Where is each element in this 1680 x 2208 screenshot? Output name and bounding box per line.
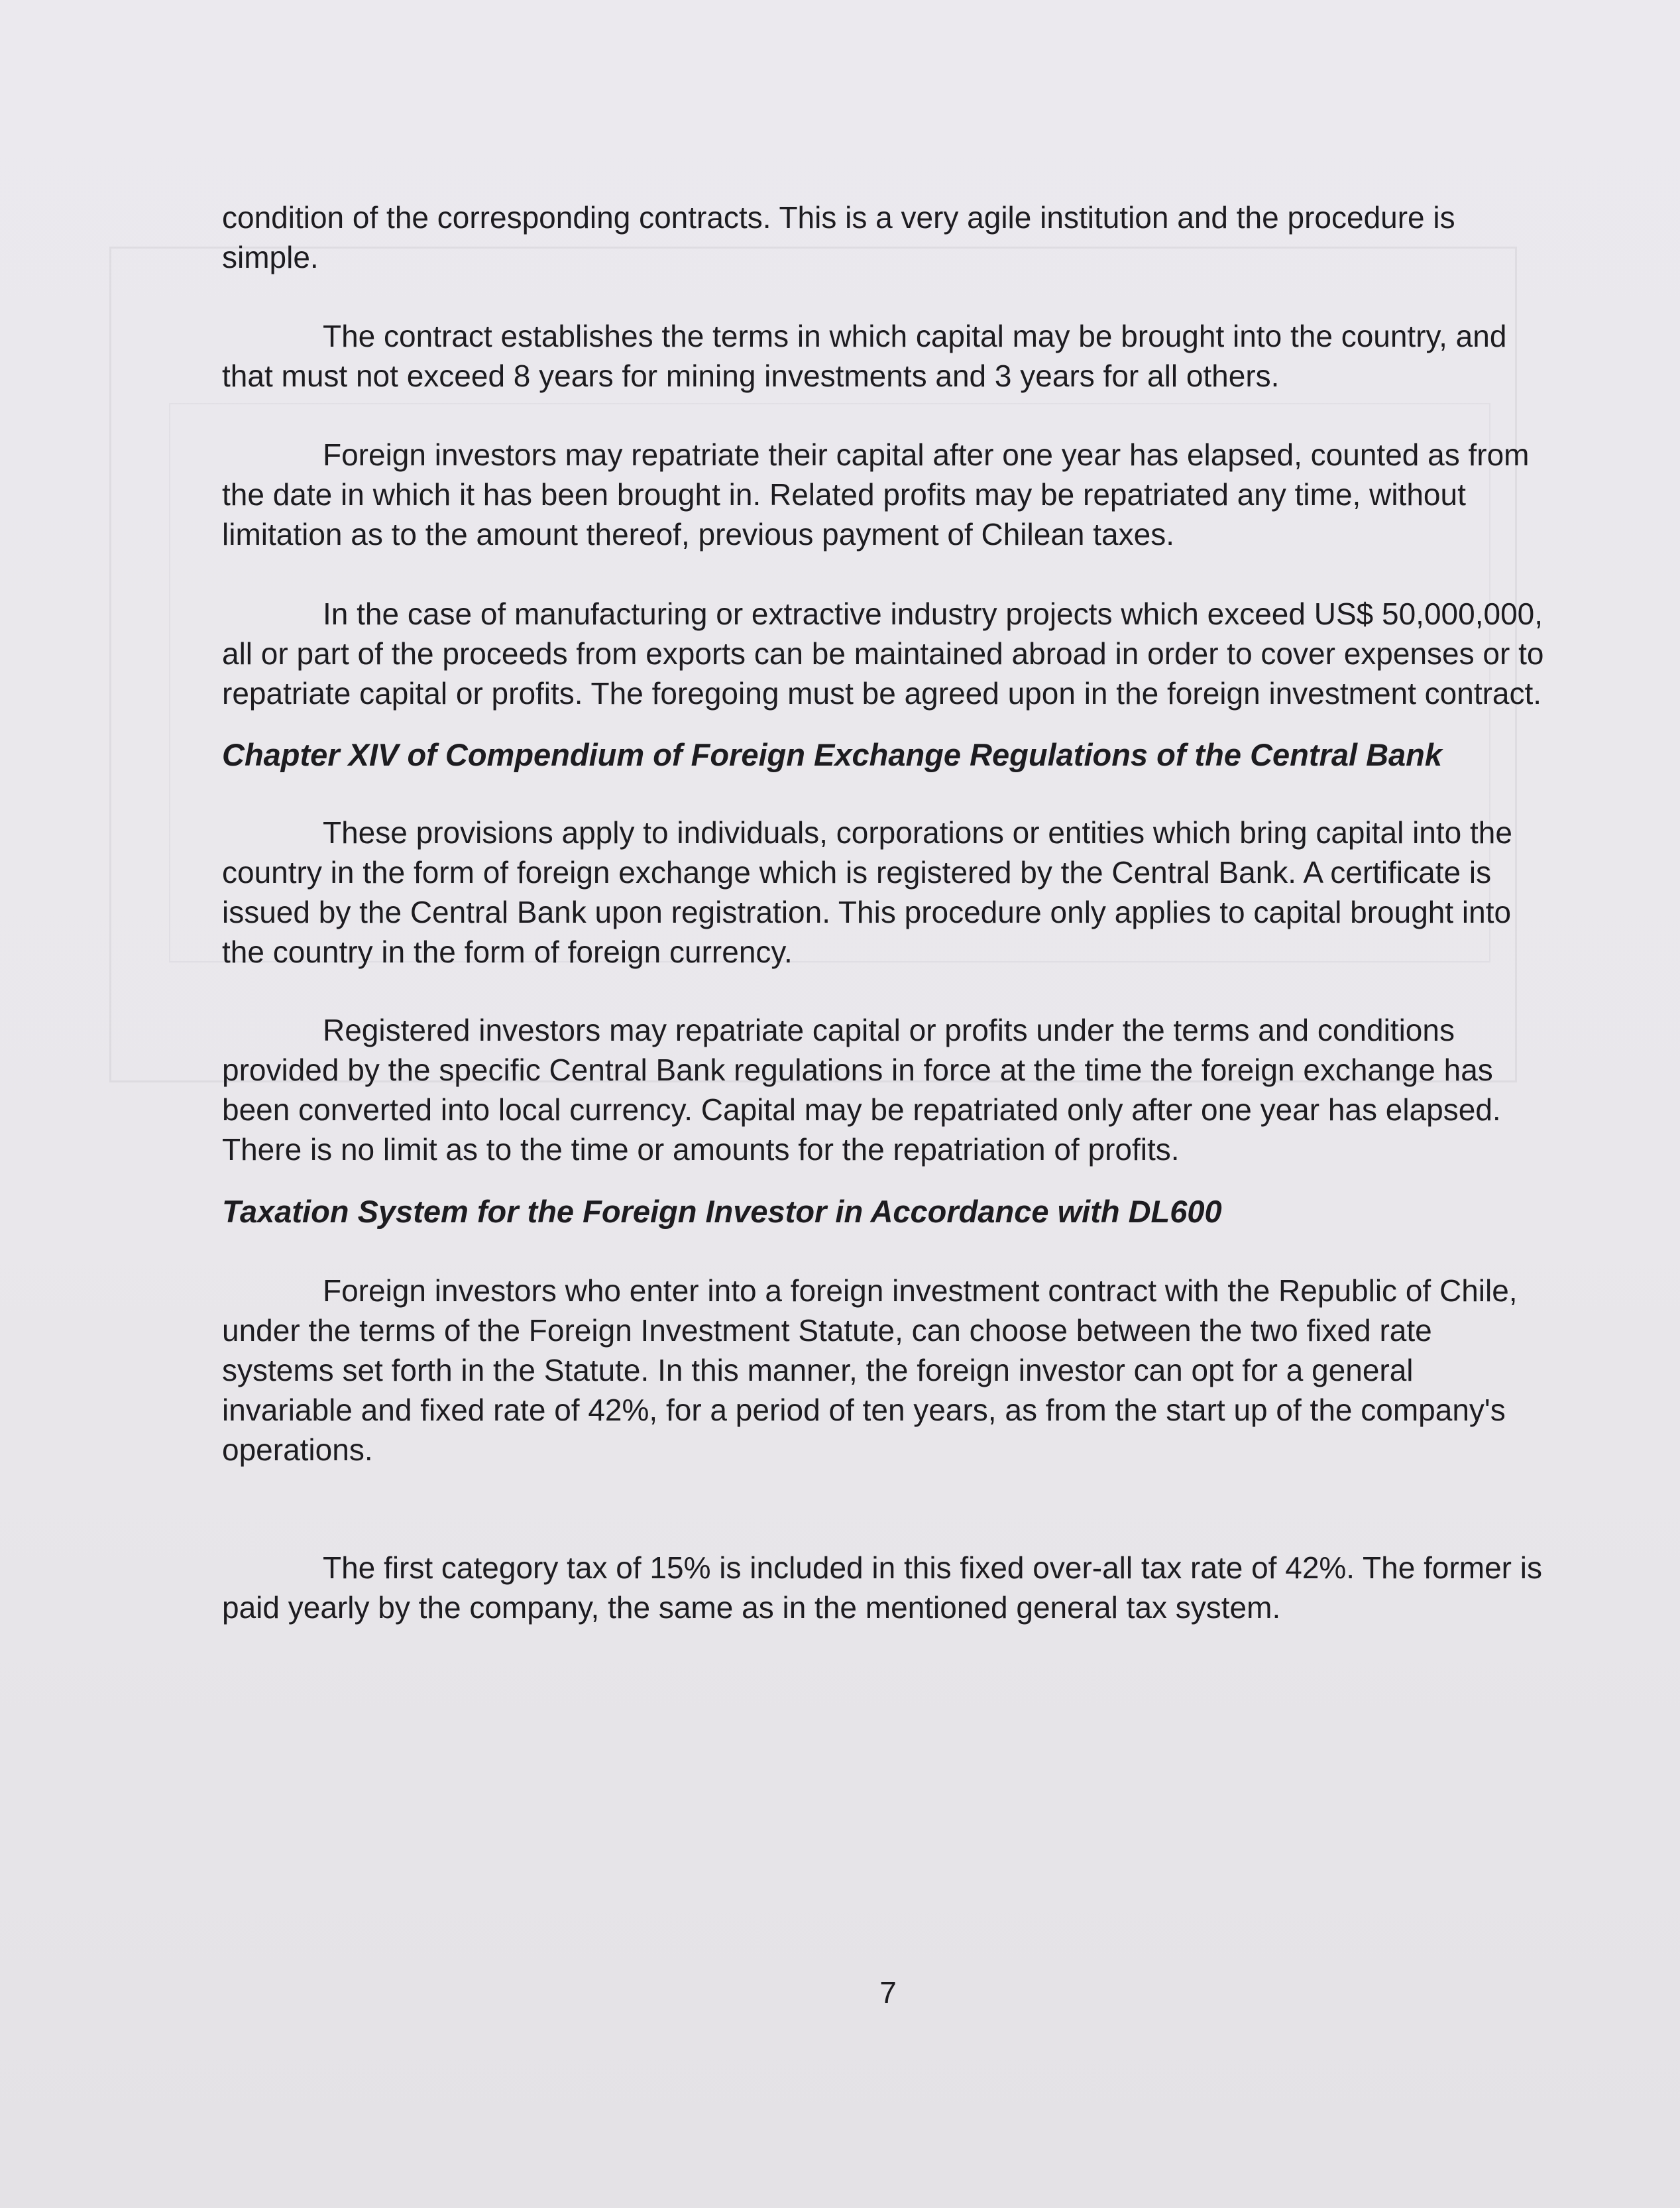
paragraph-first-category-tax: The first category tax of 15% is included in this fixed over-all tax rate of 42%. The former is paid yearly by the company, the same as in the mentioned general tax system. (222, 1550, 1542, 1625)
paragraph-fixed-rate-systems: Foreign investors who enter into a foreign investment contract with the Republic of Chile, under the terms of the Foreign Investment Statute, can choose between the two fixed rate systems set forth in the Statute. In this manner, the foreign investor can opt for a general invariable and fixed rate of 42%, for a period of ten years, as from the start up of the company's operations. (222, 1273, 1518, 1467)
heading-taxation-system: Taxation System for the Foreign Investor in Accordance with DL600 (222, 1194, 1222, 1229)
paragraph-contract-terms: The contract establishes the terms in which capital may be brought into the country, and that must not exceed 8 years for mining investments and 3 years for all others. (222, 319, 1507, 393)
page-number: 7 (879, 1975, 897, 2010)
paragraph-contract-conditions: condition of the corresponding contracts. This is a very agile institution and the procedure is simple. (222, 200, 1455, 274)
heading-chapter-xiv: Chapter XIV of Compendium of Foreign Exchange Regulations of the Central Bank (222, 737, 1443, 772)
paragraph-repatriation: Foreign investors may repatriate their capital after one year has elapsed, counted as from the date in which it has been brought in. Related profits may be repatriated any time, without limitation as to the amount thereof, previous payment of Chilean taxes. (222, 437, 1530, 552)
body-text (222, 198, 1544, 1627)
paragraph-chapter-xiv-provisions: These provisions apply to individuals, corporations or entities which bring capital into the country in the form of foreign exchange which is registered by the Central Bank. A certificate is issued by the Central Bank upon registration. This procedure only applies to capital brought into the country in the form of foreign currency. (222, 815, 1512, 969)
paragraph-manufacturing-projects: In the case of manufacturing or extractive industry projects which exceed US$ 50,000,000, all or part of the proceeds from exports can be maintained abroad in order to cover expenses or to repatriate capital or profits. The foregoing must be agreed upon in the foreign investment contract. (222, 597, 1544, 711)
paragraph-registered-investors: Registered investors may repatriate capital or profits under the terms and conditions provided by the specific Central Bank regulations in force at the time the foreign exchange has been converted into local currency. Capital may be repatriated only after one year has elapsed. There is no limit as to the time or amounts for the repatriation of profits. (222, 1013, 1501, 1167)
